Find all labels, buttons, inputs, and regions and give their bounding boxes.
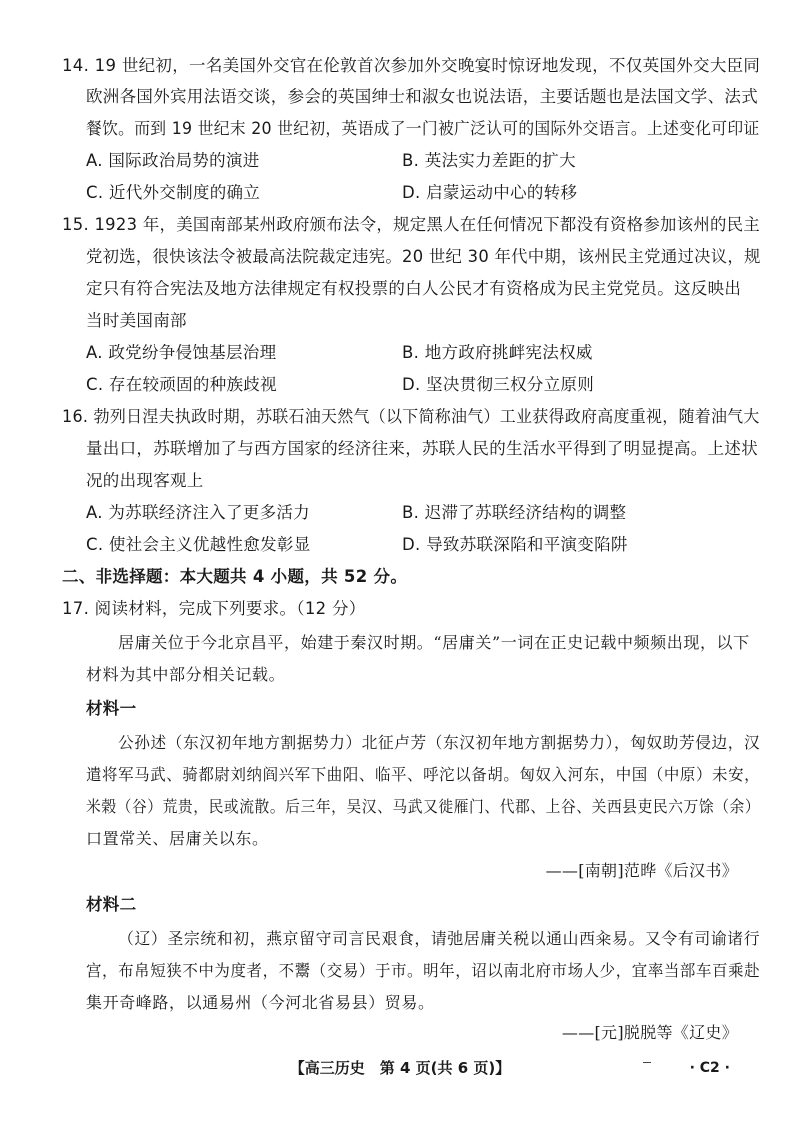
q17-intro-line-2: 材料为其中部分相关记载。: [86, 665, 286, 684]
q15-stem-line-2: 党初选，很快该法令被最高法院裁定违宪。20 世纪 30 年代中期，该州民主党通过决议，规: [86, 247, 761, 266]
q14-option-d[interactable]: D. 启蒙运动中心的转移: [402, 183, 578, 202]
material-1-line-4: 口置常关、居庸关以东。: [86, 829, 269, 848]
q14-stem-line-3: 餐饮。而到 19 世纪末 20 世纪初，英语成了一门被广泛认可的国际外交语言。上述变化可印证: [86, 119, 760, 138]
q14-stem-line-1: 14. 19 世纪初，一名美国外交官在伦敦首次参加外交晚宴时惊讶地发现，不仅英国外交大臣同: [62, 56, 761, 75]
q16-option-a[interactable]: A. 为苏联经济注入了更多活力: [86, 503, 310, 522]
material-2-source: ——[元]脱脱等《辽史》: [561, 1023, 738, 1042]
q15-option-d[interactable]: D. 坚决贯彻三权分立原则: [402, 375, 595, 394]
material-2-line-1: （辽）圣宗统和初，燕京留守司言民艰食，请弛居庸关税以通山西籴易。又令有司谕诸行: [118, 929, 761, 948]
q15-stem-line-3: 定只有符合宪法及地方法律规定有权投票的白人公民才有资格成为民主党党员。这反映出: [86, 279, 742, 298]
q16-option-b[interactable]: B. 迟滞了苏联经济结构的调整: [402, 503, 627, 522]
material-2-label: 材料二: [86, 895, 137, 914]
q14-option-a[interactable]: A. 国际政治局势的演进: [86, 151, 260, 170]
section-2-heading: 二、非选择题：本大题共 4 小题，共 52 分。: [62, 567, 408, 586]
material-1-source: ——[南朝]范晔《后汉书》: [545, 861, 738, 880]
material-1-line-3: 米榖（谷）荒贵，民或流散。后三年，吴汉、马武又徙雁门、代郡、上谷、关西县吏民六万馀（余）: [86, 797, 761, 816]
footer-dash: [643, 1062, 651, 1063]
paper-code: · C2 ·: [689, 1060, 730, 1076]
q15-stem-line-1: 15. 1923 年，美国南部某州政府颁布法令，规定黑人在任何情况下都没有资格参加该州的民主: [62, 215, 761, 234]
material-1-line-1: 公孙述（东汉初年地方割据势力）北征卢芳（东汉初年地方割据势力），匈奴助芳侵边，汉: [118, 733, 761, 752]
q15-option-b[interactable]: B. 地方政府挑衅宪法权威: [402, 343, 593, 362]
material-2-line-3: 集开奇峰路，以通易州（今河北省易县）贸易。: [86, 993, 435, 1012]
q16-option-d[interactable]: D. 导致苏联深陷和平演变陷阱: [402, 535, 628, 554]
material-2-line-2: 宫，布帛短狭不中为度者，不鬻（交易）于市。明年，诏以南北府市场人少，宜率当部车百乘赴: [86, 961, 761, 980]
q14-option-c[interactable]: C. 近代外交制度的确立: [86, 183, 261, 202]
q16-stem-line-2: 量出口，苏联增加了与西方国家的经济往来，苏联人民的生活水平得到了明显提高。上述状: [86, 439, 758, 458]
page-footer: 【高三历史 第 4 页(共 6 页)】: [289, 1059, 511, 1077]
q15-option-a[interactable]: A. 政党纷争侵蚀基层治理: [86, 343, 277, 362]
material-1-label: 材料一: [86, 699, 137, 718]
q17-intro-line-1: 居庸关位于今北京昌平，始建于秦汉时期。“居庸关”一词在正史记载中频频出现，以下: [118, 633, 750, 652]
q14-stem-line-2: 欧洲各国外宾用法语交谈，参会的英国绅士和淑女也说法语，主要话题也是法国文学、法式: [86, 87, 758, 106]
q14-option-b[interactable]: B. 英法实力差距的扩大: [402, 151, 576, 170]
material-1-line-2: 遣将军马武、骑都尉刘纳阎兴军下曲阳、临平、呼沱以备胡。匈奴入河东，中国（中原）未安，: [86, 765, 761, 784]
q16-stem-line-1: 16. 勃列日涅夫执政时期，苏联石油天然气（以下简称油气）工业获得政府高度重视，随着油气大: [62, 407, 760, 426]
q17-stem: 17. 阅读材料，完成下列要求。（12 分）: [62, 599, 366, 618]
q16-option-c[interactable]: C. 使社会主义优越性愈发彰显: [86, 535, 311, 554]
q15-option-c[interactable]: C. 存在较顽固的种族歧视: [86, 375, 277, 394]
q15-stem-line-4: 当时美国南部: [86, 311, 187, 330]
q16-stem-line-3: 况的出现客观上: [86, 471, 204, 490]
